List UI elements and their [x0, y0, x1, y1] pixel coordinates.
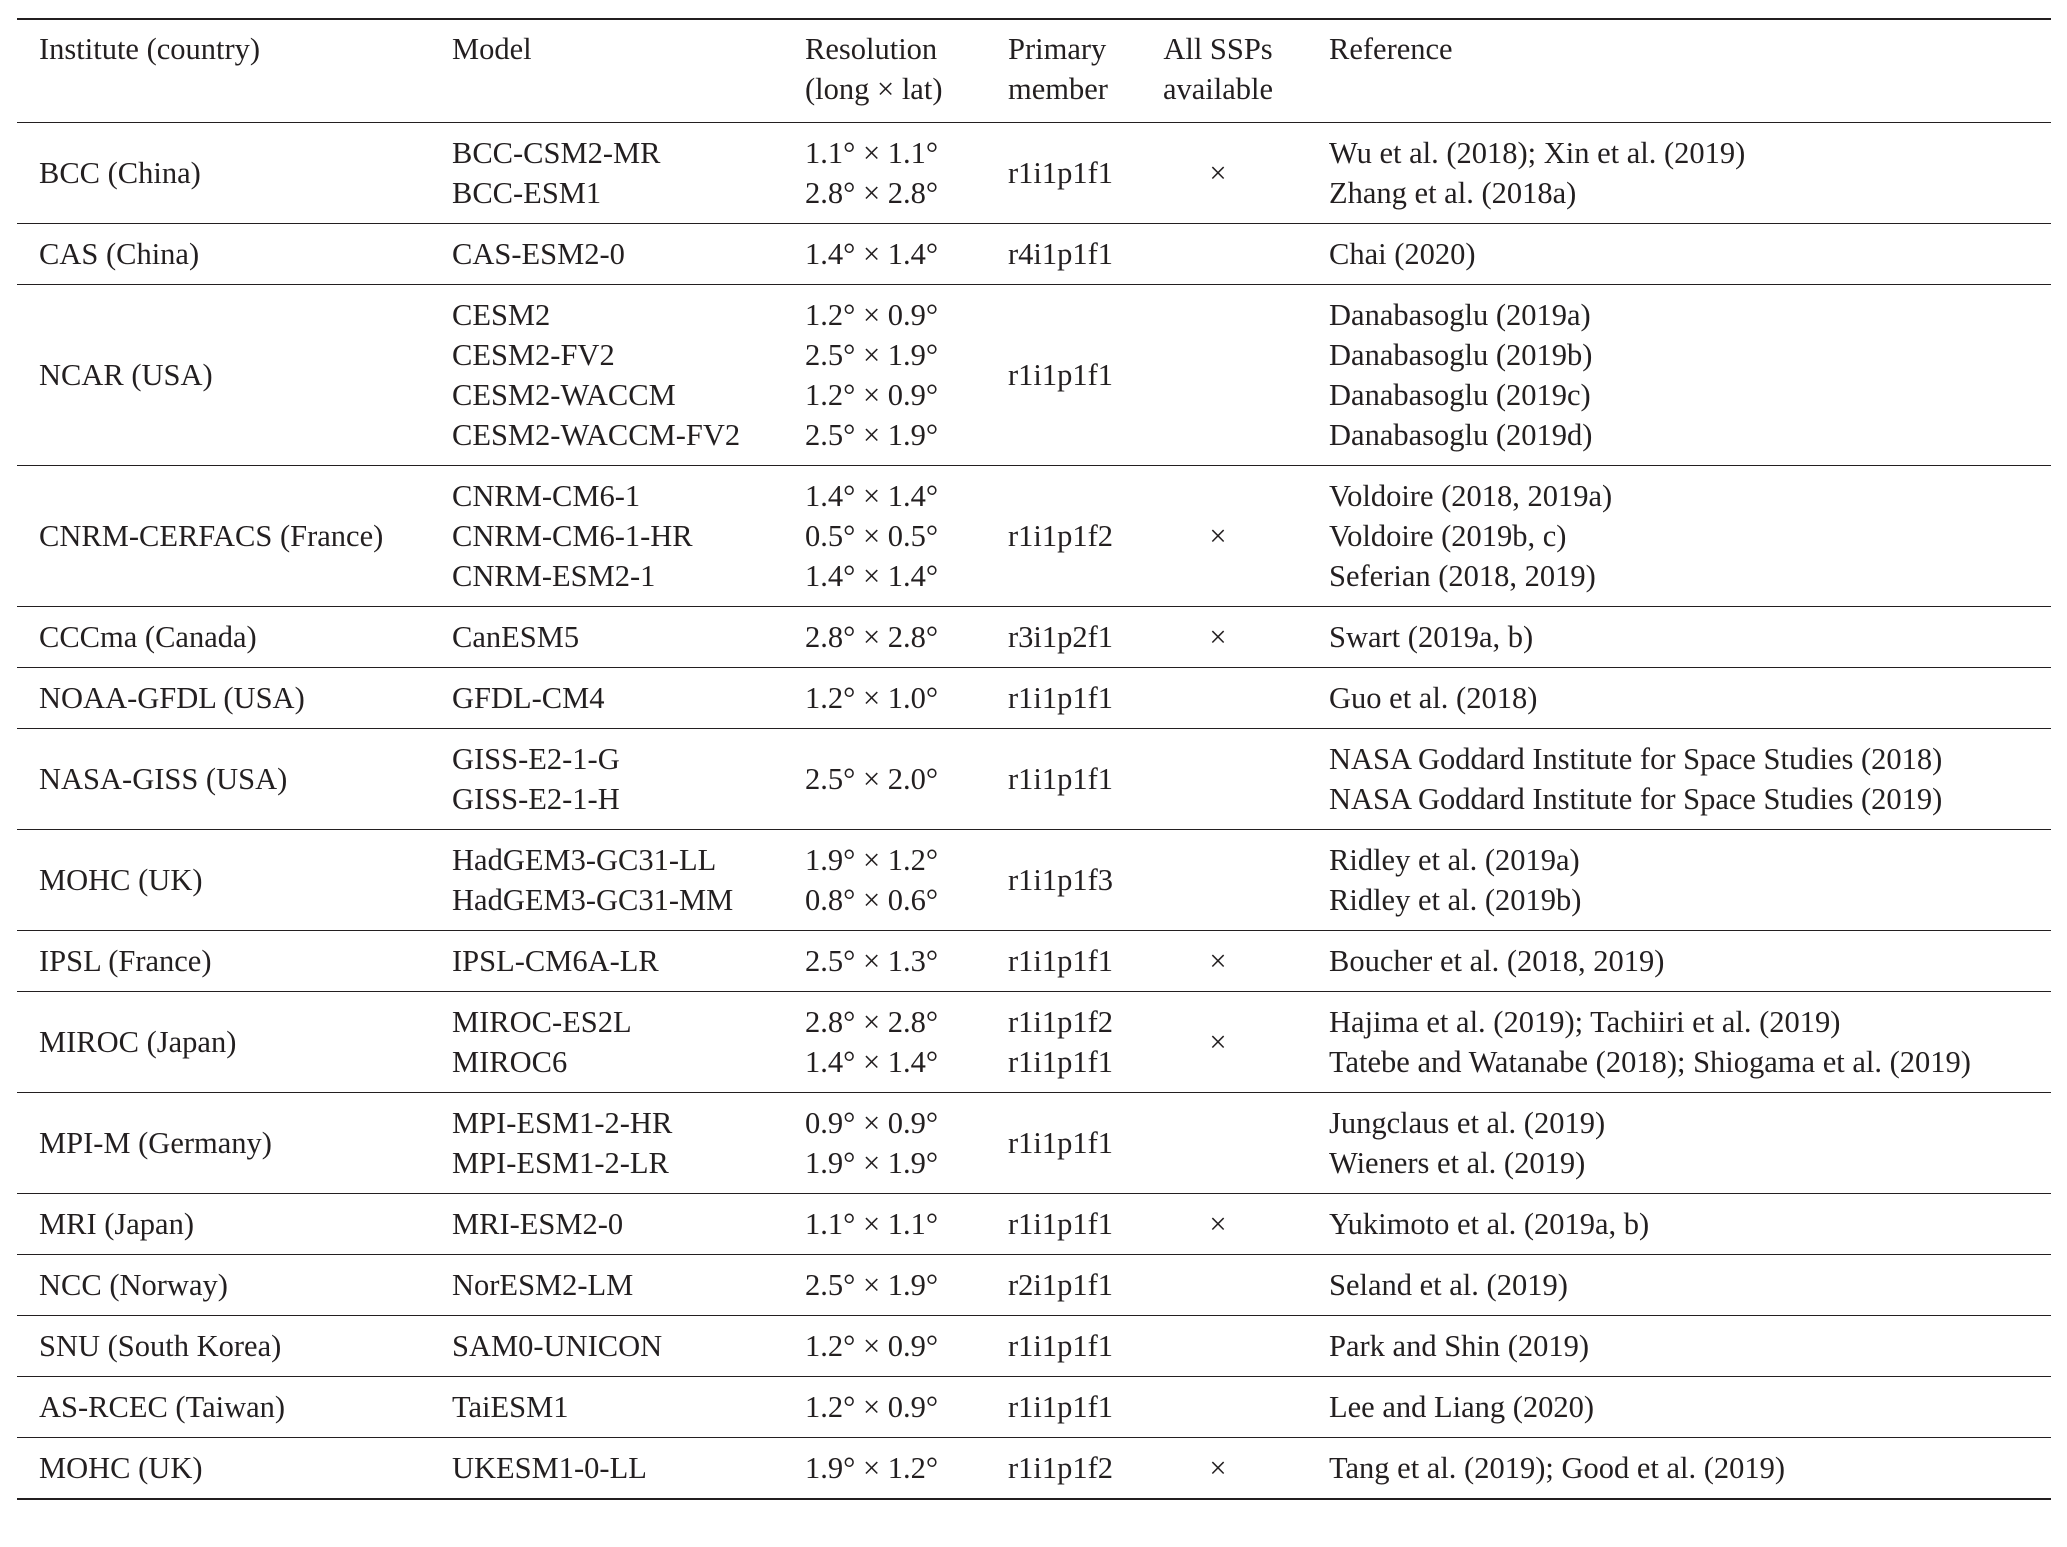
cell-resolution [783, 123, 986, 224]
cell-member-line: r1i1p1f3 [1008, 863, 1114, 897]
cell-institute-text: MOHC (UK) [39, 863, 203, 897]
header-ssp-line-1: All SSPs [1163, 32, 1273, 66]
cell-resolution [783, 1316, 986, 1377]
cell-model-line: CESM2-FV2 [452, 338, 615, 372]
cell-institute [17, 285, 430, 466]
table-row [17, 1255, 2051, 1316]
cell-reference [1307, 466, 2051, 607]
cell-resolution [783, 1255, 986, 1316]
cell-member [986, 931, 1143, 992]
cell-model-line: IPSL-CM6A-LR [452, 944, 659, 978]
cell-reference-line: Voldoire (2018, 2019a) [1329, 479, 1613, 513]
cell-resolution-line: 1.4° × 1.4° [805, 237, 939, 271]
cell-institute-text: MRI (Japan) [39, 1207, 195, 1241]
cell-resolution [783, 1194, 986, 1255]
cell-ssp [1143, 1093, 1307, 1194]
table-row [17, 1377, 2051, 1438]
header-ssp-line-2: available [1162, 72, 1274, 106]
cell-model-line: MIROC6 [452, 1045, 568, 1079]
cell-reference-line: Swart (2019a, b) [1329, 620, 1534, 654]
cell-model [430, 1377, 783, 1438]
cell-institute-text: NASA-GISS (USA) [39, 762, 288, 796]
cell-resolution-line: 0.9° × 0.9° [805, 1106, 939, 1140]
cell-ssp [1143, 729, 1307, 830]
cell-model-line: BCC-ESM1 [452, 176, 602, 210]
header-reference [1307, 19, 2051, 123]
header-member-line-1: Primary [1008, 32, 1107, 66]
cell-resolution-line: 1.9° × 1.9° [805, 1146, 939, 1180]
cell-institute [17, 1093, 430, 1194]
cell-resolution-line: 1.4° × 1.4° [805, 1045, 939, 1079]
cell-member [986, 224, 1143, 285]
models-table-container [17, 18, 2051, 1500]
cell-institute [17, 729, 430, 830]
cell-member [986, 992, 1143, 1093]
header-model [430, 19, 783, 123]
cell-reference [1307, 830, 2051, 931]
cell-model-line: MIROC-ES2L [452, 1005, 632, 1039]
cell-institute [17, 466, 430, 607]
cell-institute-text: NOAA-GFDL (USA) [39, 681, 305, 715]
cell-model [430, 992, 783, 1093]
cell-ssp [1143, 224, 1307, 285]
cell-member-line: r1i1p1f1 [1008, 1045, 1114, 1079]
cell-resolution [783, 668, 986, 729]
header-model-text: Model [452, 32, 532, 66]
cell-resolution [783, 224, 986, 285]
cell-member [986, 729, 1143, 830]
cell-ssp-text: × [1209, 1451, 1227, 1485]
cell-resolution-line: 1.9° × 1.2° [805, 1451, 939, 1485]
cell-reference-line: Danabasoglu (2019a) [1329, 298, 1591, 332]
cell-reference-line: NASA Goddard Institute for Space Studies (2019) [1329, 782, 1943, 816]
cell-reference-line: Zhang et al. (2018a) [1329, 176, 1577, 210]
cell-model [430, 1438, 783, 1500]
table-row [17, 931, 2051, 992]
cell-ssp [1143, 607, 1307, 668]
cell-reference [1307, 729, 2051, 830]
cell-resolution-line: 2.8° × 2.8° [805, 620, 939, 654]
cell-resolution [783, 992, 986, 1093]
cell-model-line: CNRM-CM6-1-HR [452, 519, 693, 553]
cell-model-line: SAM0-UNICON [452, 1329, 663, 1363]
cell-resolution [783, 931, 986, 992]
cell-member [986, 1255, 1143, 1316]
header-resolution [783, 19, 986, 123]
cell-member-line: r1i1p1f1 [1008, 1207, 1114, 1241]
cell-reference [1307, 992, 2051, 1093]
table-row [17, 285, 2051, 466]
header-resolution-line-1: Resolution [805, 32, 938, 66]
cell-reference-line: Seland et al. (2019) [1329, 1268, 1568, 1302]
cell-resolution [783, 729, 986, 830]
cell-ssp [1143, 830, 1307, 931]
cell-model-line: GFDL-CM4 [452, 681, 605, 715]
cell-model-line: MRI-ESM2-0 [452, 1207, 624, 1241]
table-row [17, 123, 2051, 224]
cell-institute [17, 1438, 430, 1500]
cell-resolution-line: 1.2° × 1.0° [805, 681, 939, 715]
cell-institute [17, 830, 430, 931]
cell-institute-text: MPI-M (Germany) [39, 1126, 272, 1160]
cell-reference-line: Ridley et al. (2019b) [1329, 883, 1582, 917]
cell-member-line: r3i1p2f1 [1008, 620, 1114, 654]
cell-reference [1307, 1316, 2051, 1377]
cell-reference-line: Seferian (2018, 2019) [1329, 559, 1596, 593]
cell-resolution-line: 1.9° × 1.2° [805, 843, 939, 877]
cell-institute [17, 992, 430, 1093]
cell-model [430, 123, 783, 224]
cell-institute-text: AS-RCEC (Taiwan) [39, 1390, 286, 1424]
cell-member [986, 1377, 1143, 1438]
cell-member-line: r1i1p1f1 [1008, 358, 1114, 392]
header-ssp [1143, 19, 1307, 123]
cell-resolution [783, 830, 986, 931]
cell-ssp [1143, 285, 1307, 466]
cell-member-line: r1i1p1f1 [1008, 762, 1114, 796]
cell-model [430, 729, 783, 830]
cell-model-line: CNRM-CM6-1 [452, 479, 641, 513]
cell-model-line: CESM2-WACCM [452, 378, 676, 412]
cell-member [986, 668, 1143, 729]
cell-model-line: CNRM-ESM2-1 [452, 559, 656, 593]
cell-institute-text: SNU (South Korea) [39, 1329, 282, 1363]
cell-member-line: r2i1p1f1 [1008, 1268, 1114, 1302]
cell-institute [17, 224, 430, 285]
cell-resolution [783, 1377, 986, 1438]
cell-member-line: r1i1p1f1 [1008, 1126, 1114, 1160]
cell-model-line: CAS-ESM2-0 [452, 237, 625, 271]
cell-model [430, 466, 783, 607]
cell-resolution-line: 2.5° × 1.9° [805, 338, 939, 372]
cell-reference [1307, 607, 2051, 668]
cell-resolution-line: 2.5° × 1.3° [805, 944, 939, 978]
cell-institute-text: MOHC (UK) [39, 1451, 203, 1485]
cell-member-line: r1i1p1f2 [1008, 1451, 1114, 1485]
cell-model-line: BCC-CSM2-MR [452, 136, 661, 170]
cell-resolution-line: 0.5° × 0.5° [805, 519, 939, 553]
header-reference-text: Reference [1329, 32, 1453, 66]
cell-member [986, 1438, 1143, 1500]
cell-ssp [1143, 992, 1307, 1093]
cell-reference-line: Danabasoglu (2019d) [1329, 418, 1593, 452]
cell-member [986, 607, 1143, 668]
cell-ssp-text: × [1209, 1025, 1227, 1059]
cell-model-line: HadGEM3-GC31-MM [452, 883, 734, 917]
cell-institute-text: IPSL (France) [39, 944, 212, 978]
cell-reference-line: Danabasoglu (2019c) [1329, 378, 1591, 412]
table-body [17, 123, 2051, 1500]
cell-institute-text: CNRM-CERFACS (France) [39, 519, 384, 553]
cell-resolution-line: 1.2° × 0.9° [805, 378, 939, 412]
cell-resolution-line: 2.8° × 2.8° [805, 1005, 939, 1039]
models-table [17, 18, 2051, 1500]
cell-institute-text: CCCma (Canada) [39, 620, 257, 654]
cell-ssp [1143, 1316, 1307, 1377]
cell-model [430, 931, 783, 992]
cell-institute [17, 1255, 430, 1316]
cell-ssp-text: × [1209, 1207, 1227, 1241]
cell-resolution-line: 1.4° × 1.4° [805, 479, 939, 513]
cell-reference [1307, 285, 2051, 466]
cell-reference [1307, 1377, 2051, 1438]
table-row [17, 729, 2051, 830]
cell-ssp-text: × [1209, 620, 1227, 654]
cell-reference-line: NASA Goddard Institute for Space Studies (2018) [1329, 742, 1943, 776]
cell-model-line: GISS-E2-1-H [452, 782, 620, 816]
cell-institute [17, 931, 430, 992]
cell-reference-line: Yukimoto et al. (2019a, b) [1329, 1207, 1650, 1241]
cell-institute [17, 668, 430, 729]
cell-ssp [1143, 1194, 1307, 1255]
cell-reference [1307, 668, 2051, 729]
table-row [17, 466, 2051, 607]
cell-model-line: NorESM2-LM [452, 1268, 634, 1302]
cell-institute [17, 1316, 430, 1377]
cell-resolution [783, 1093, 986, 1194]
cell-model [430, 1255, 783, 1316]
cell-institute-text: CAS (China) [39, 237, 200, 271]
cell-member-line: r4i1p1f1 [1008, 237, 1114, 271]
cell-ssp [1143, 1255, 1307, 1316]
cell-reference-line: Danabasoglu (2019b) [1329, 338, 1593, 372]
cell-reference-line: Guo et al. (2018) [1329, 681, 1538, 715]
cell-member [986, 1194, 1143, 1255]
cell-institute-text: BCC (China) [39, 156, 201, 190]
cell-resolution [783, 1438, 986, 1500]
cell-reference [1307, 931, 2051, 992]
cell-model-line: CESM2 [452, 298, 551, 332]
cell-reference-line: Tang et al. (2019); Good et al. (2019) [1329, 1451, 1786, 1485]
cell-member-line: r1i1p1f1 [1008, 944, 1114, 978]
header-resolution-line-2: (long × lat) [805, 72, 943, 106]
cell-resolution-line: 2.5° × 1.9° [805, 418, 939, 452]
cell-member-line: r1i1p1f1 [1008, 681, 1114, 715]
cell-model-line: MPI-ESM1-2-LR [452, 1146, 669, 1180]
cell-reference-line: Chai (2020) [1329, 237, 1476, 271]
table-row [17, 830, 2051, 931]
table-row [17, 992, 2051, 1093]
table-header [17, 19, 2051, 123]
cell-member [986, 123, 1143, 224]
cell-model [430, 830, 783, 931]
cell-member-line: r1i1p1f2 [1008, 1005, 1114, 1039]
table-row [17, 224, 2051, 285]
cell-member [986, 1093, 1143, 1194]
cell-resolution-line: 1.2° × 0.9° [805, 298, 939, 332]
cell-ssp-text: × [1209, 519, 1227, 553]
cell-model [430, 1194, 783, 1255]
cell-resolution-line: 2.5° × 1.9° [805, 1268, 939, 1302]
cell-model [430, 285, 783, 466]
cell-model-line: UKESM1-0-LL [452, 1451, 647, 1485]
cell-model-line: MPI-ESM1-2-HR [452, 1106, 673, 1140]
cell-member-line: r1i1p1f2 [1008, 519, 1114, 553]
cell-model [430, 224, 783, 285]
table-row [17, 1438, 2051, 1500]
cell-resolution-line: 1.2° × 0.9° [805, 1329, 939, 1363]
cell-institute-text: NCAR (USA) [39, 358, 213, 392]
table-row [17, 1316, 2051, 1377]
cell-model-line: GISS-E2-1-G [452, 742, 620, 776]
cell-resolution-line: 1.4° × 1.4° [805, 559, 939, 593]
cell-model-line: HadGEM3-GC31-LL [452, 843, 717, 877]
cell-resolution-line: 2.5° × 2.0° [805, 762, 939, 796]
cell-resolution [783, 466, 986, 607]
header-row [17, 19, 2051, 123]
cell-reference-line: Jungclaus et al. (2019) [1329, 1106, 1606, 1140]
cell-model [430, 1093, 783, 1194]
cell-ssp-text: × [1209, 944, 1227, 978]
cell-member [986, 466, 1143, 607]
cell-ssp [1143, 931, 1307, 992]
cell-institute [17, 1377, 430, 1438]
cell-ssp [1143, 668, 1307, 729]
cell-resolution-line: 1.2° × 0.9° [805, 1390, 939, 1424]
cell-reference-line: Hajima et al. (2019); Tachiiri et al. (2019) [1329, 1005, 1841, 1039]
cell-model [430, 668, 783, 729]
table-row [17, 607, 2051, 668]
cell-reference-line: Voldoire (2019b, c) [1329, 519, 1567, 553]
cell-ssp [1143, 1377, 1307, 1438]
cell-reference-line: Wu et al. (2018); Xin et al. (2019) [1329, 136, 1746, 170]
cell-institute [17, 607, 430, 668]
table-row [17, 1093, 2051, 1194]
cell-member [986, 285, 1143, 466]
cell-ssp [1143, 123, 1307, 224]
cell-reference [1307, 224, 2051, 285]
cell-resolution-line: 1.1° × 1.1° [805, 1207, 939, 1241]
cell-resolution [783, 607, 986, 668]
cell-member [986, 1316, 1143, 1377]
cell-model [430, 1316, 783, 1377]
header-institute-text: Institute (country) [39, 32, 261, 66]
cell-reference [1307, 1438, 2051, 1500]
cell-model-line: TaiESM1 [452, 1390, 569, 1424]
header-institute [17, 19, 430, 123]
cell-reference-line: Park and Shin (2019) [1329, 1329, 1590, 1363]
cell-model [430, 607, 783, 668]
table-row [17, 668, 2051, 729]
cell-model-line: CanESM5 [452, 620, 580, 654]
cell-ssp [1143, 466, 1307, 607]
header-member [986, 19, 1143, 123]
cell-reference-line: Tatebe and Watanabe (2018); Shiogama et al. (2019) [1329, 1045, 1971, 1079]
cell-institute [17, 1194, 430, 1255]
cell-reference-line: Boucher et al. (2018, 2019) [1329, 944, 1665, 978]
cell-member [986, 830, 1143, 931]
cell-reference [1307, 123, 2051, 224]
cell-member-line: r1i1p1f1 [1008, 1390, 1114, 1424]
cell-reference-line: Wieners et al. (2019) [1329, 1146, 1586, 1180]
cell-reference-line: Ridley et al. (2019a) [1329, 843, 1580, 877]
header-member-line-2: member [1008, 72, 1108, 106]
cell-resolution-line: 2.8° × 2.8° [805, 176, 939, 210]
cell-model-line: CESM2-WACCM-FV2 [452, 418, 741, 452]
cell-reference [1307, 1194, 2051, 1255]
table-row [17, 1194, 2051, 1255]
cell-reference [1307, 1093, 2051, 1194]
cell-institute-text: MIROC (Japan) [39, 1025, 237, 1059]
cell-member-line: r1i1p1f1 [1008, 1329, 1114, 1363]
cell-institute [17, 123, 430, 224]
cell-resolution [783, 285, 986, 466]
cell-reference-line: Lee and Liang (2020) [1329, 1390, 1595, 1424]
cell-reference [1307, 1255, 2051, 1316]
cell-ssp-text: × [1209, 156, 1227, 190]
cell-resolution-line: 1.1° × 1.1° [805, 136, 939, 170]
cell-resolution-line: 0.8° × 0.6° [805, 883, 939, 917]
cell-institute-text: NCC (Norway) [39, 1268, 228, 1302]
cell-member-line: r1i1p1f1 [1008, 156, 1114, 190]
cell-ssp [1143, 1438, 1307, 1500]
